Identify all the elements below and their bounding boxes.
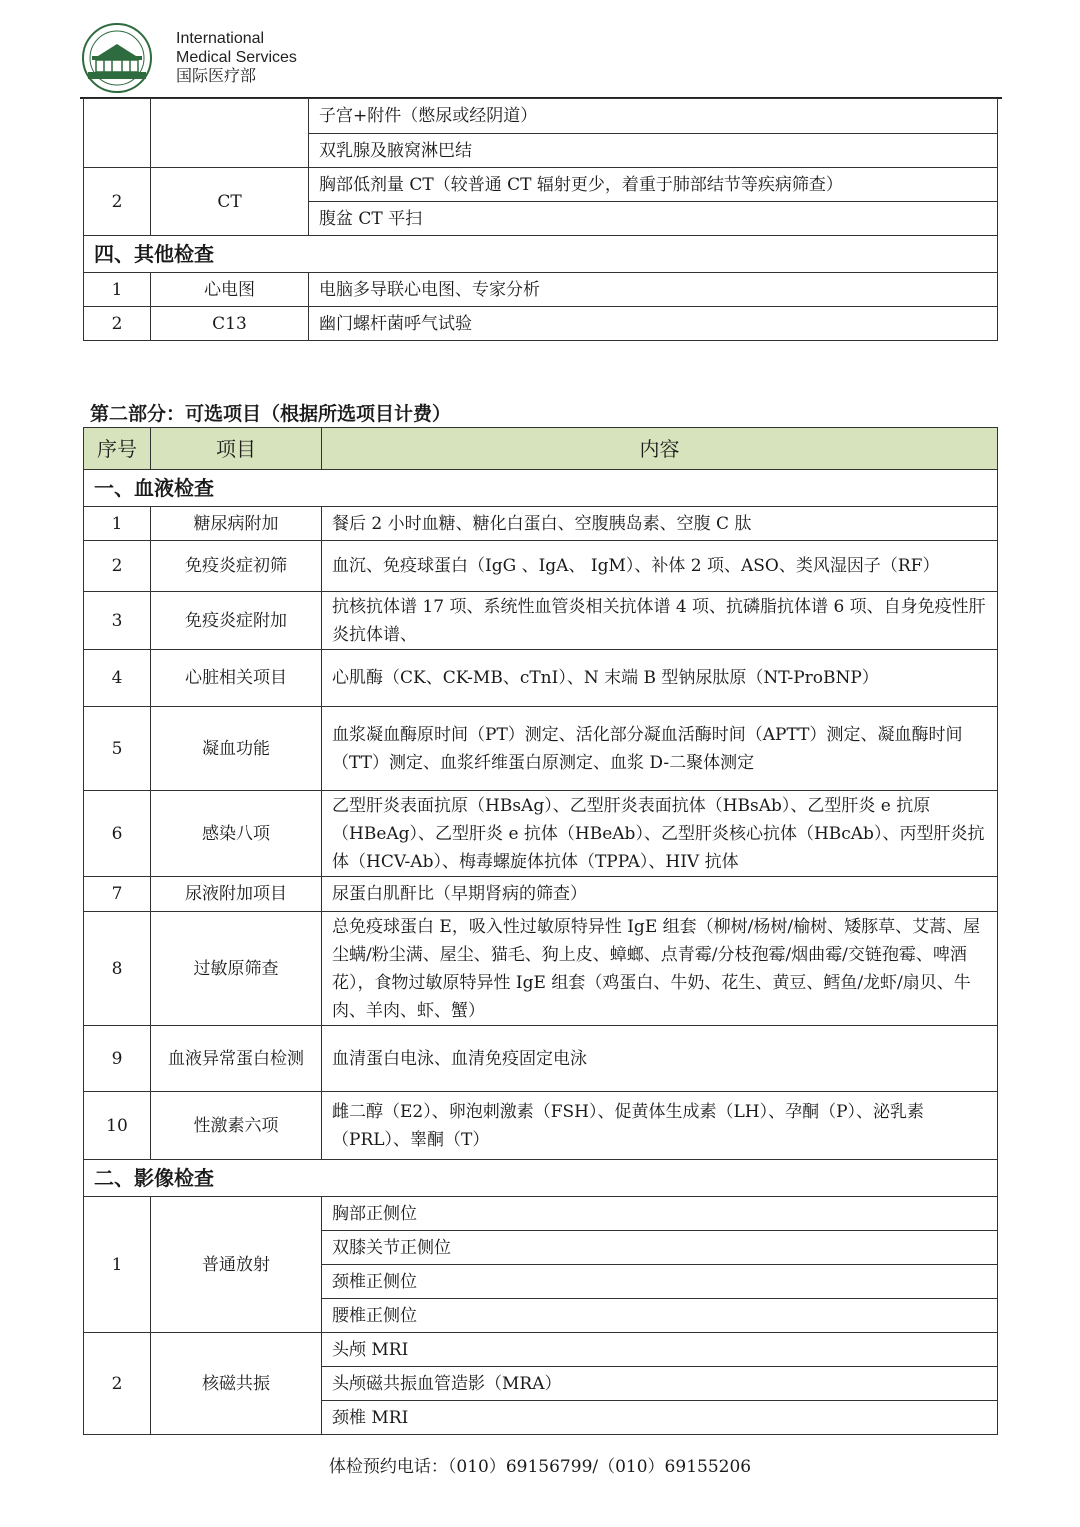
table-row [84,877,998,912]
header-item: 项目 [151,428,322,470]
cell-content: 胸部低剂量 CT（较普通 CT 辐射更少，着重于肺部结节等疾病筛查） [309,168,998,202]
cell-content: 颈椎正侧位 [322,1265,998,1299]
org-name-en-line1: International [176,30,265,47]
section-row [84,236,998,273]
cell-item: 免疫炎症附加 [151,592,322,650]
cell-item: 过敏原筛查 [151,912,322,1026]
table-row [84,168,998,202]
cell-no: 4 [84,650,151,707]
header-content: 内容 [322,428,998,470]
cell-item: CT [151,168,309,236]
table-row [84,791,998,877]
cell-item: 感染八项 [151,791,322,877]
cell-content: 腰椎正侧位 [322,1299,998,1333]
section-title-blood: 一、血液检查 [84,470,998,507]
cell-no: 1 [84,273,151,307]
cell-item: 尿液附加项目 [151,877,322,912]
table-row [84,273,998,307]
cell-content: 头颅 MRI [322,1333,998,1367]
part2-title: 第二部分：可选项目（根据所选项目计费） [90,403,452,425]
cell-content: 血浆凝血酶原时间（PT）测定、活化部分凝血活酶时间（APTT）测定、凝血酶时间（TT）测定、血浆纤维蛋白原测定、血浆 D-二聚体测定 [322,707,998,791]
table-row [84,650,998,707]
table-row [84,307,998,341]
section-title-other: 四、其他检查 [84,236,998,273]
org-name-cn: 国际医疗部 [176,68,257,85]
cell-content: 颈椎 MRI [322,1401,998,1435]
cell-item: 心电图 [151,273,309,307]
cell-no: 3 [84,592,151,650]
cell-content: 血清蛋白电泳、血清免疫固定电泳 [322,1026,998,1092]
hospital-logo [78,22,156,94]
table-row [84,1333,998,1367]
cell-no: 5 [84,707,151,791]
cell-content: 腹盆 CT 平扫 [309,202,998,236]
cell-item: 免疫炎症初筛 [151,541,322,592]
cell-content: 幽门螺杆菌呼气试验 [309,307,998,341]
cell-content: 雌二醇（E2）、卵泡刺激素（FSH）、促黄体生成素（LH）、孕酮（P）、泌乳素（PRL）、睾酮（T） [322,1092,998,1160]
cell-content: 双膝关节正侧位 [322,1231,998,1265]
table-row [84,1092,998,1160]
cell-item [151,99,309,168]
cell-item: 性激素六项 [151,1092,322,1160]
cell-content: 头颅磁共振血管造影（MRA） [322,1367,998,1401]
cell-item: 核磁共振 [151,1333,322,1435]
cell-no [84,99,151,168]
cell-content: 餐后 2 小时血糖、糖化白蛋白、空腹胰岛素、空腹 C 肽 [322,507,998,541]
page-header [78,20,1002,100]
header-no: 序号 [84,428,151,470]
section-row [84,1160,998,1197]
cell-content: 乙型肝炎表面抗原（HBsAg）、乙型肝炎表面抗体（HBsAb）、乙型肝炎 e 抗原（HBeAg）、乙型肝炎 e 抗体（HBeAb）、乙型肝炎核心抗体（HBcAb）、丙型肝炎抗体（HCV-Ab）、梅毒螺旋体抗体（TPPA）、HIV 抗体 [322,791,998,877]
table-row [84,1026,998,1092]
table-header-row [84,428,998,470]
part2-table [83,427,998,1435]
table-row [84,707,998,791]
cell-no: 2 [84,307,151,341]
cell-content: 电脑多导联心电图、专家分析 [309,273,998,307]
cell-item: 血液异常蛋白检测 [151,1026,322,1092]
part1-table [83,98,998,341]
cell-no: 7 [84,877,151,912]
table-row [84,1197,998,1231]
cell-content: 双乳腺及腋窝淋巴结 [309,134,998,168]
cell-no: 2 [84,541,151,592]
section-row [84,470,998,507]
cell-item: 普通放射 [151,1197,322,1333]
cell-no: 2 [84,1333,151,1435]
cell-no: 8 [84,912,151,1026]
cell-no: 9 [84,1026,151,1092]
cell-no: 1 [84,1197,151,1333]
organization-name [176,29,297,86]
table-row [84,507,998,541]
cell-no: 6 [84,791,151,877]
org-name-en-line2: Medical Services [176,49,297,66]
cell-no: 2 [84,168,151,236]
cell-no: 1 [84,507,151,541]
cell-item: 糖尿病附加 [151,507,322,541]
cell-item: 凝血功能 [151,707,322,791]
cell-content: 尿蛋白肌酐比（早期肾病的筛查） [322,877,998,912]
cell-no: 10 [84,1092,151,1160]
cell-content: 总免疫球蛋白 E，吸入性过敏原特异性 IgE 组套（柳树/杨树/榆树、矮豚草、艾蒿、屋尘螨/粉尘满、屋尘、猫毛、狗上皮、蟑螂、点青霉/分枝孢霉/烟曲霉/交链孢霉、啤酒花），食物过敏原特异性 IgE 组套（鸡蛋白、牛奶、花生、黄豆、鳕鱼/龙虾/扇贝、牛肉、羊肉、虾、蟹） [322,912,998,1026]
table-row [84,592,998,650]
table-row [84,912,998,1026]
section-title-imaging: 二、影像检查 [84,1160,998,1197]
table-row [84,541,998,592]
cell-content: 血沉、免疫球蛋白（IgG 、IgA、 IgM）、补体 2 项、ASO、类风湿因子（RF） [322,541,998,592]
cell-item: C13 [151,307,309,341]
cell-content: 抗核抗体谱 17 项、系统性血管炎相关抗体谱 4 项、抗磷脂抗体谱 6 项、自身免疫性肝炎抗体谱、 [322,592,998,650]
cell-content: 胸部正侧位 [322,1197,998,1231]
table-row [84,99,998,134]
cell-content: 子宫+附件（憋尿或经阴道） [309,99,998,134]
cell-content: 心肌酶（CK、CK-MB、cTnI）、N 末端 B 型钠尿肽原（NT-ProBNP） [322,650,998,707]
booking-phone-footer: 体检预约电话：（010）69156799/（010）69155206 [328,1457,752,1477]
cell-item: 心脏相关项目 [151,650,322,707]
